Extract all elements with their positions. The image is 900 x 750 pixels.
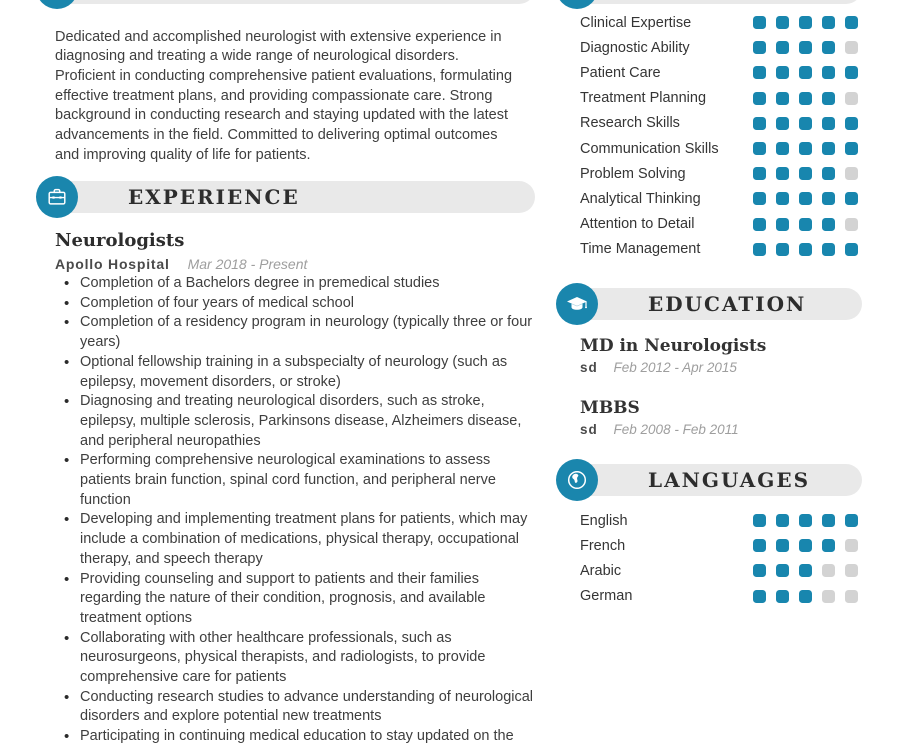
degree-title: MD in Neurologists: [580, 336, 767, 356]
rating-square-filled: [753, 539, 766, 552]
job-company: Apollo Hospital: [55, 256, 170, 272]
rating-square-filled: [776, 41, 789, 54]
skill-rating-squares: [753, 243, 858, 256]
rating-square-filled: [799, 66, 812, 79]
rating-square-filled: [822, 539, 835, 552]
rating-square-empty: [822, 590, 835, 603]
rating-square-filled: [753, 590, 766, 603]
rating-square-filled: [799, 243, 812, 256]
rating-square-filled: [776, 514, 789, 527]
experience-bullet: • Completion of a Bachelors degree in premedical studies: [60, 274, 534, 294]
skill-rating-squares: [753, 142, 858, 155]
rating-square-filled: [822, 142, 835, 155]
experience-bullet: • Developing and implementing treatment plans for patients, which may include a combination of medications, physical therapy, occupational therapy, and speech therapy: [60, 510, 534, 569]
skill-label: Research Skills: [580, 115, 680, 132]
rating-square-filled: [753, 117, 766, 130]
rating-square-filled: [776, 539, 789, 552]
rating-square-filled: [822, 514, 835, 527]
briefcase-icon: [36, 176, 78, 218]
rating-square-filled: [799, 218, 812, 231]
rating-square-filled: [799, 539, 812, 552]
rating-square-filled: [845, 16, 858, 29]
rating-square-filled: [799, 142, 812, 155]
rating-square-filled: [776, 142, 789, 155]
rating-square-filled: [776, 66, 789, 79]
skill-rating-squares: [753, 41, 858, 54]
summary-section-icon-circle: [36, 0, 78, 9]
education-section-header: [556, 283, 862, 325]
section-header-bar: [52, 181, 535, 213]
skill-rating-squares: [753, 66, 858, 79]
rating-square-filled: [822, 167, 835, 180]
education-list: [580, 336, 860, 460]
section-header-bar: [52, 0, 535, 4]
experience-section-header: [36, 176, 535, 218]
skill-label: Problem Solving: [580, 165, 686, 182]
rating-square-filled: [845, 243, 858, 256]
skills-list: [580, 10, 858, 262]
rating-square-filled: [753, 66, 766, 79]
language-row: [580, 533, 858, 558]
rating-square-filled: [822, 192, 835, 205]
rating-square-filled: [753, 41, 766, 54]
rating-square-filled: [822, 218, 835, 231]
skills-section-header-partial: [556, 0, 862, 9]
skills-section-icon-circle: [556, 0, 598, 9]
language-label: Arabic: [580, 562, 622, 579]
rating-square-filled: [799, 16, 812, 29]
skill-rating-squares: [753, 192, 858, 205]
skill-row: [580, 237, 858, 262]
experience-bullet-list: [60, 274, 534, 747]
rating-square-filled: [753, 564, 766, 577]
rating-square-filled: [822, 243, 835, 256]
languages-section-header: [556, 459, 862, 501]
experience-bullet: • Conducting research studies to advance understanding of neurological disorders and explore potential new treatments: [60, 688, 534, 727]
skill-row: [580, 212, 858, 237]
rating-square-empty: [822, 564, 835, 577]
school-name: sd: [580, 422, 598, 437]
skill-label: Patient Care: [580, 64, 661, 81]
language-label: English: [580, 512, 628, 529]
rating-square-filled: [799, 117, 812, 130]
job-meta: [55, 256, 307, 272]
skill-label: Time Management: [580, 241, 701, 258]
education-entry: [580, 398, 860, 439]
rating-square-filled: [776, 218, 789, 231]
skill-label: Treatment Planning: [580, 90, 707, 107]
rating-square-filled: [822, 92, 835, 105]
skill-label: Clinical Expertise: [580, 14, 692, 31]
rating-square-filled: [822, 16, 835, 29]
language-label: French: [580, 537, 626, 554]
education-dates: Feb 2012 - Apr 2015: [613, 360, 737, 375]
skill-row: [580, 161, 858, 186]
rating-square-filled: [753, 142, 766, 155]
school-name: sd: [580, 360, 598, 375]
rating-square-filled: [776, 192, 789, 205]
rating-square-empty: [845, 590, 858, 603]
skill-rating-squares: [753, 167, 858, 180]
experience-bullet: • Collaborating with other healthcare professionals, such as neurosurgeons, physical therapists, and radiologists, to provide comprehensive care for patients: [60, 629, 534, 688]
experience-bullet: • Performing comprehensive neurological examinations to assess patients brain function, spinal cord function, and peripheral nerve function: [60, 451, 534, 510]
rating-square-empty: [845, 92, 858, 105]
skill-label: Analytical Thinking: [580, 190, 701, 207]
skill-rating-squares: [753, 117, 858, 130]
education-section-title: EDUCATION: [648, 292, 807, 316]
experience-bullet: • Providing counseling and support to patients and their families regarding the nature of their condition, prognosis, and available treatment options: [60, 570, 534, 629]
summary-text: Dedicated and accomplished neurologist with extensive experience in diagnosing and treating a wide range of neurological disorders. Proficient in conducting comprehensive patient evaluations, formulating effective treatment plans, and providing compassionate care. Strong background in conducting research and staying updated with the latest advancements in the field. Committed to delivering optimal outcomes and improving quality of life for patients.: [55, 28, 513, 163]
experience-section-title: EXPERIENCE: [128, 185, 300, 209]
rating-square-filled: [776, 167, 789, 180]
experience-bullet: • Completion of a residency program in neurology (typically three or four years): [60, 313, 534, 352]
rating-square-filled: [799, 590, 812, 603]
section-header-bar: [572, 288, 862, 320]
rating-square-filled: [799, 41, 812, 54]
rating-square-filled: [776, 243, 789, 256]
experience-bullet: • Optional fellowship training in a subspecialty of neurology (such as epilepsy, movement disorders, or stroke): [60, 353, 534, 392]
skill-row: [580, 136, 858, 161]
rating-square-filled: [776, 92, 789, 105]
rating-square-filled: [776, 16, 789, 29]
experience-bullet: • Diagnosing and treating neurological disorders, such as stroke, epilepsy, multiple sclerosis, Parkinsons disease, Alzheimers disease, and peripheral neuropathies: [60, 392, 534, 451]
language-rating-squares: [753, 539, 858, 552]
skill-rating-squares: [753, 16, 858, 29]
section-header-bar: [572, 464, 862, 496]
language-row: [580, 508, 858, 533]
job-dates: Mar 2018 - Present: [187, 256, 308, 272]
languages-list: [580, 508, 858, 609]
education-meta: [580, 359, 860, 377]
language-row: [580, 584, 858, 609]
education-entry: [580, 336, 860, 377]
degree-title: MBBS: [580, 398, 640, 418]
rating-square-filled: [753, 92, 766, 105]
job-title: Neurologists: [55, 230, 185, 251]
languages-section-title: LANGUAGES: [648, 468, 811, 492]
graduation-cap-icon: [556, 283, 598, 325]
summary-section-header-partial: [36, 0, 535, 9]
rating-square-filled: [845, 117, 858, 130]
rating-square-filled: [799, 92, 812, 105]
skill-row: [580, 60, 858, 85]
rating-square-filled: [753, 243, 766, 256]
skill-rating-squares: [753, 92, 858, 105]
rating-square-filled: [799, 192, 812, 205]
language-rating-squares: [753, 590, 858, 603]
rating-square-filled: [776, 590, 789, 603]
skill-row: [580, 86, 858, 111]
rating-square-filled: [753, 167, 766, 180]
skill-row: [580, 10, 858, 35]
rating-square-filled: [822, 117, 835, 130]
skill-row: [580, 35, 858, 60]
rating-square-filled: [753, 514, 766, 527]
skill-label: Diagnostic Ability: [580, 39, 690, 56]
language-rating-squares: [753, 564, 858, 577]
education-dates: Feb 2008 - Feb 2011: [613, 422, 739, 437]
rating-square-filled: [845, 66, 858, 79]
rating-square-filled: [845, 514, 858, 527]
rating-square-filled: [845, 192, 858, 205]
rating-square-empty: [845, 564, 858, 577]
rating-square-filled: [845, 142, 858, 155]
rating-square-filled: [753, 192, 766, 205]
education-meta: [580, 421, 860, 439]
experience-bullet: • Participating in continuing medical education to stay updated on the: [60, 727, 534, 747]
rating-square-filled: [753, 218, 766, 231]
skill-rating-squares: [753, 218, 858, 231]
language-row: [580, 558, 858, 583]
rating-square-filled: [799, 514, 812, 527]
rating-square-filled: [799, 564, 812, 577]
language-rating-squares: [753, 514, 858, 527]
language-label: German: [580, 588, 633, 605]
section-header-bar: [572, 0, 862, 4]
rating-square-filled: [753, 16, 766, 29]
rating-square-empty: [845, 167, 858, 180]
skill-label: Communication Skills: [580, 140, 719, 157]
rating-square-filled: [822, 66, 835, 79]
experience-bullet: • Completion of four years of medical school: [60, 294, 534, 314]
rating-square-filled: [776, 564, 789, 577]
rating-square-filled: [776, 117, 789, 130]
rating-square-empty: [845, 218, 858, 231]
rating-square-empty: [845, 539, 858, 552]
rating-square-filled: [822, 41, 835, 54]
skill-row: [580, 186, 858, 211]
skill-label: Attention to Detail: [580, 216, 695, 233]
skill-row: [580, 111, 858, 136]
rating-square-empty: [845, 41, 858, 54]
rating-square-filled: [799, 167, 812, 180]
globe-icon: [556, 459, 598, 501]
